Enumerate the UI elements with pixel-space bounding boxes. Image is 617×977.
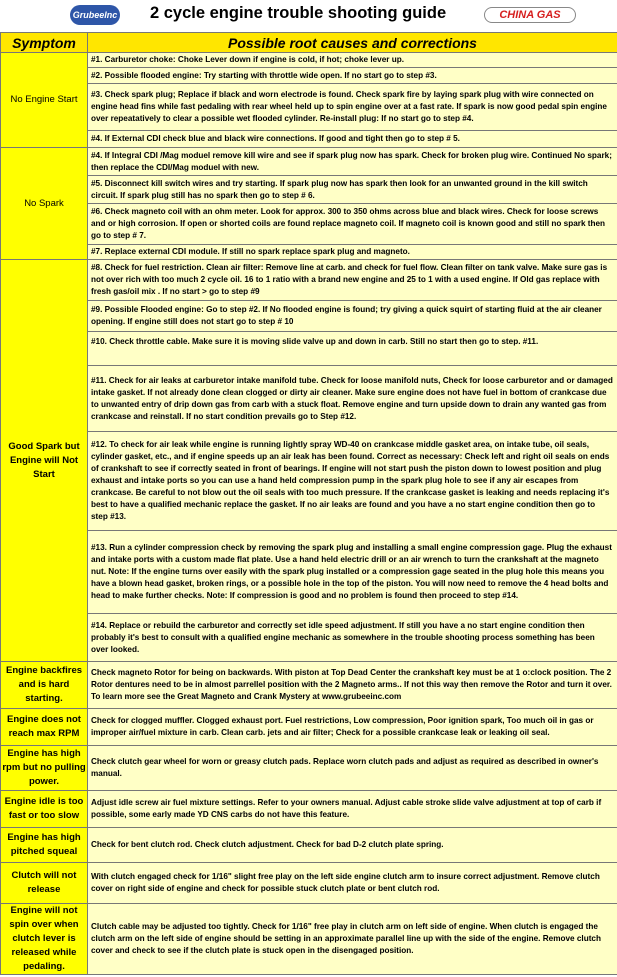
table-row <box>1 176 617 204</box>
table-row <box>1 131 617 148</box>
table-row <box>1 863 617 904</box>
symptom-idle-speed: Engine idle is too fast or too slow <box>1 791 88 828</box>
table-row <box>1 301 617 332</box>
china-gas-logo: CHINA GAS <box>484 7 576 23</box>
symptom-no-max-rpm: Engine does not reach max RPM <box>1 709 88 746</box>
table-row <box>1 432 617 531</box>
symptom-no-engine-start: No Engine Start <box>1 53 88 148</box>
table-row <box>1 245 617 260</box>
step-6: #6. Check magneto coil with an ohm meter. Look for approx. 300 to 350 ohms across blue and black wires. Check for loose screws and or high corrosion. If open or shorted coils are found replace magneto coil. If magneto coil is known good and still no spark then go to step # 7. <box>88 204 617 245</box>
step-11: #11. Check for air leaks at carburetor intake manifold tube. Check for loose manifold nuts, Check for loose carburetor and or damaged intake gasket. If not already done clean clogged or dirty air cleaner. Make sure engine does not have fuel in bottom of crankcase due to unwanted entry of drip down gas from carb with a stuck float. Remove engine and turn upside down to drain any wanted gas from crankcase and reinstall. If no start condition prevails go to Step #12. <box>88 366 617 432</box>
step-5: #5. Disconnect kill switch wires and try starting. If spark plug now has spark then look for an unwanted ground in the kill switch circuit. If spark plug still has no spark then go to step # 6. <box>88 176 617 204</box>
table-row <box>1 204 617 245</box>
table-row <box>1 791 617 828</box>
step-9: #9. Possible Flooded engine: Go to step #2. If No flooded engine is found; try giving a quick squirt of starting fluid at the air cleaner opening. If engine still does not start go to step # 10 <box>88 301 617 332</box>
step-7: #7. Replace external CDI module. If still no spark replace spark plug and magneto. <box>88 245 617 260</box>
fix-backfires: Check magneto Rotor for being on backwards. With piston at Top Dead Center the crankshaft key must be at 1 o:clock position. The 2 Rotor dentures need to be in almost parrellel position with the 2 Magneto arms.. If not this way then remove the Rotor and turn it over. To learn more see the Great Magneto and Crank Mystery at www.grubeeinc.com <box>88 662 617 709</box>
step-3: #3. Check spark plug; Replace if black and worn electrode is found. Check spark fire by laying spark plug with wire connected on engine head fins while fast pedaling with rear wheel held up to spin engine over at a fast rate. If spark is now good pedal spin engine over repeatatively to clear a possible wet flooded cylinder. Re-install plug: If no start go to step #4. <box>88 84 617 131</box>
table-row <box>1 68 617 84</box>
step-13: #13. Run a cylinder compression check by removing the spark plug and installing a small engine compression gage. Plug the exhaust and intake ports with a custom made flat plate. Use a hand held electric drill or an air wrench to turn the crankshaft at the magneto nut. Note: If the engine turns over easily with the spark plug installed or a compression gage seated in the plug hole this means you have a blown head gasket, broken rings, or a possible hole in the top of the piston. You will now need to remove the 4 head bolts and head to make further checks. Note: If compression is good and no problem is found then proceed to step #14. <box>88 531 617 614</box>
symptom-no-spark: No Spark <box>1 148 88 260</box>
step-4-external-cdi: #4. If External CDI check blue and black wire connections. If good and tight then go to step # 5. <box>88 131 617 148</box>
symptom-no-spin-over: Engine will not spin over when clutch lever is released while pedaling. <box>1 904 88 975</box>
step-2: #2. Possible flooded engine: Try starting with throttle wide open. If no start go to step #3. <box>88 68 617 84</box>
table-row <box>1 53 617 68</box>
table-row <box>1 366 617 432</box>
table-row <box>1 904 617 975</box>
table-row <box>1 332 617 366</box>
step-4-integral-cdi: #4. If Integral CDI /Mag moduel remove kill wire and see if spark plug now has spark. Check for broken plug wire. Continued No spark; then replace the CDI/Mag moduel with new. <box>88 148 617 176</box>
page-title: 2 cycle engine trouble shooting guide <box>150 4 447 22</box>
table-row <box>1 662 617 709</box>
fix-no-pulling-power: Check clutch gear wheel for worn or greasy clutch pads. Replace worn clutch pads and adjust as required as described in owner's manual. <box>88 746 617 791</box>
fix-no-spin-over: Clutch cable may be adjusted too tightly. Check for 1/16" free play in clutch arm on left side of engine. When clutch is engaged the clutch arm on the left side of engine should be setting in an approximate parallel line up with the side of the engine. Remove clutch cover and check to see if the clutch plate is stuck open in the disengaged position. <box>88 904 617 975</box>
step-10: #10. Check throttle cable. Make sure it is moving slide valve up and down in carb. Still no start then go to step. #11. <box>88 332 617 366</box>
table-row <box>1 84 617 131</box>
step-14: #14. Replace or rebuild the carburetor and correctly set idle speed adjustment. If still you have a no start engine condition then probably it's best to consult with a qualified engine mechanic as somewhere in the trouble shooting process something has been over looked. <box>88 614 617 662</box>
table-row <box>1 148 617 176</box>
symptom-backfires: Engine backfires and is hard starting. <box>1 662 88 709</box>
step-8: #8. Check for fuel restriction. Clean air filter: Remove line at carb. and check for fuel flow. Clean filter on tank valve. Make sure gas is not over rich with too much 2 cycle oil. 16 to 1 ratio with a brand new engine and 25 to 1 with a used engine. If Old gas replace with fresh gas/oil mix . If no start > go to step #9 <box>88 260 617 301</box>
fix-high-pitched-squeal: Check for bent clutch rod. Check clutch adjustment. Check for bad D-2 clutch plate spring. <box>88 828 617 863</box>
symptom-header: Symptom <box>1 33 88 53</box>
table-row <box>1 746 617 791</box>
step-12: #12. To check for air leak while engine is running lightly spray WD-40 on crankcase middle gasket area, on intake tube, oil seals, cylinder gasket, etc., and if engine speeds up an air leak has been found. Correct as necessary: Check left and right oil seals on ends of crankshaft to see if correctly seated in front of bearings. If engine will not start push the piston down to lowest position and plug exhaust and intake ports so you can use a hand held compression pump in the spark plug hole to see if any air escapes from crankcase. Be careful to not blow out the oil seals with too much pressure. If the crankcase gasket is leaking and needs replacing it's best to have a qualified mechanic replace the gasket. If no air leaks are found and you have a no start engine condition then go to step #13. <box>88 432 617 531</box>
symptom-no-pulling-power: Engine has high rpm but no pulling power. <box>1 746 88 791</box>
header-row <box>1 33 617 53</box>
table-row <box>1 709 617 746</box>
fix-no-max-rpm: Check for clogged muffler. Clogged exhaust port. Fuel restrictions, Low compression, Poor ignition spark, Too much oil in gas or improper air/fuel mixture in carb. Clean carb. jets and air filter; Check for a possible crankcase leak or leaking oil seal. <box>88 709 617 746</box>
fix-idle-speed: Adjust idle screw air fuel mixture settings. Refer to your owners manual. Adjust cable stroke slide valve adjustment at top of carb if possible, some early made YD CNS carbs do not have this feature. <box>88 791 617 828</box>
symptom-good-spark-no-start: Good Spark but Engine will Not Start <box>1 260 88 662</box>
table-row <box>1 531 617 614</box>
troubleshooting-table <box>0 32 617 975</box>
symptom-high-pitched-squeal: Engine has high pitched squeal <box>1 828 88 863</box>
table-row <box>1 260 617 301</box>
table-row <box>1 828 617 863</box>
grubee-logo: GrubeeInc <box>70 5 120 25</box>
causes-header: Possible root causes and corrections <box>88 33 617 53</box>
symptom-clutch-no-release: Clutch will not release <box>1 863 88 904</box>
fix-clutch-no-release: With clutch engaged check for 1/16" slight free play on the left side engine clutch arm to insure correct adjustment. Remove clutch cover on right side of engine and check for possible stuck clutch plate or bent clutch rod. <box>88 863 617 904</box>
table-row <box>1 614 617 662</box>
header <box>0 0 617 32</box>
step-1: #1. Carburetor choke: Choke Lever down if engine is cold, if hot; choke lever up. <box>88 53 617 68</box>
